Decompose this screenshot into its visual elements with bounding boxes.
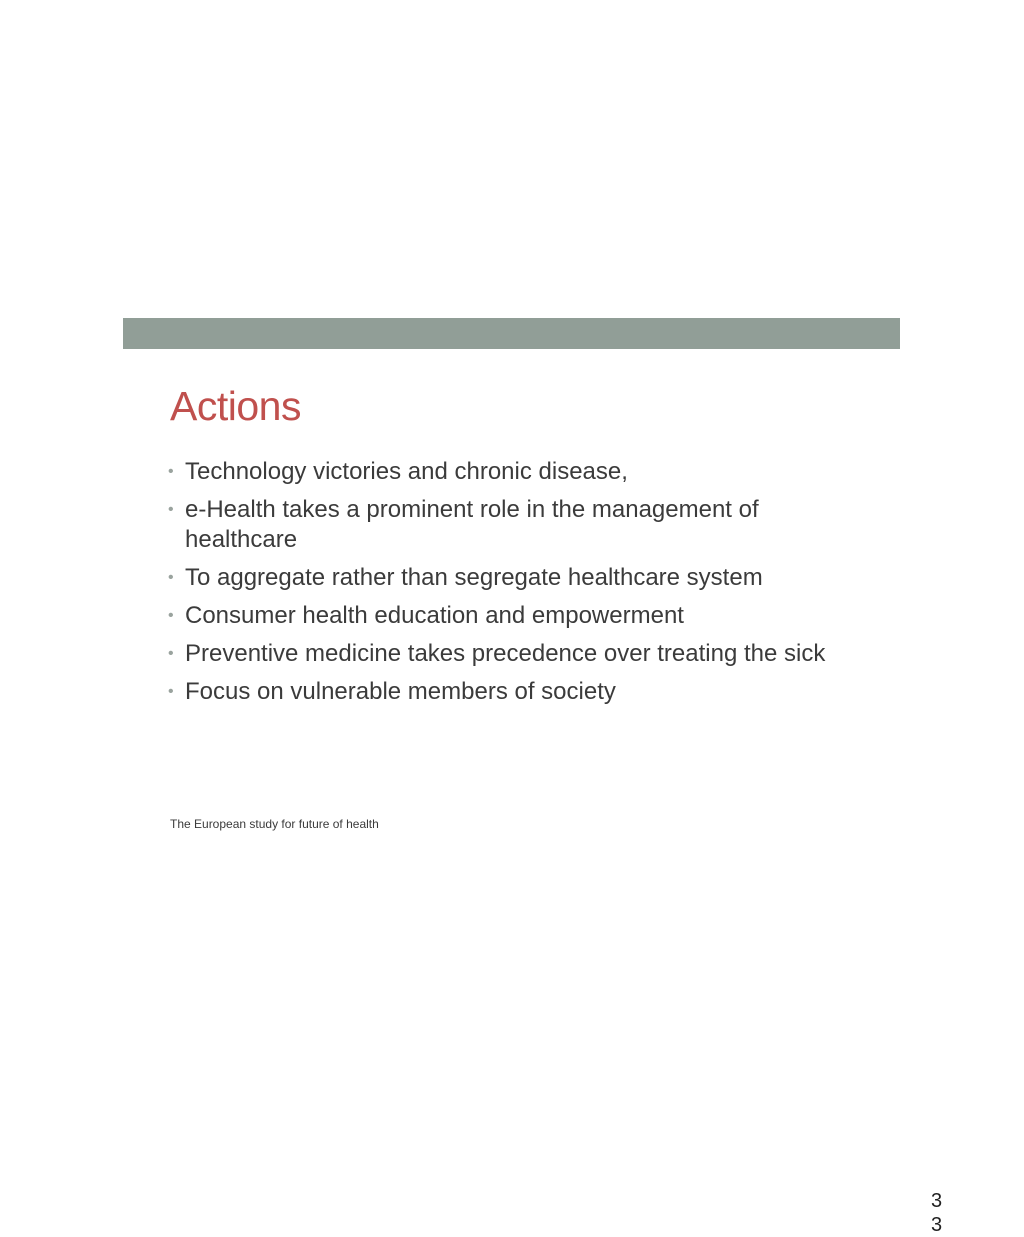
bullet-dot-icon: • bbox=[168, 463, 174, 480]
bullet-dot-icon: • bbox=[168, 645, 174, 662]
bullet-text: Consumer health education and empowerment bbox=[185, 602, 684, 629]
bullet-item bbox=[168, 457, 838, 487]
bullet-text: Preventive medicine takes precedence over treating the sick bbox=[185, 640, 826, 667]
bullet-list bbox=[168, 457, 838, 715]
bullet-text: Technology victories and chronic disease, bbox=[185, 458, 628, 485]
slide-title: Actions bbox=[170, 383, 301, 429]
bullet-item bbox=[168, 639, 838, 669]
page-number: 33 bbox=[931, 1190, 943, 1236]
header-accent-bar bbox=[123, 318, 900, 349]
bullet-dot-icon: • bbox=[168, 607, 174, 624]
bullet-dot-icon: • bbox=[168, 683, 174, 700]
bullet-item bbox=[168, 495, 838, 555]
source-note: The European study for future of health bbox=[170, 817, 379, 831]
bullet-item bbox=[168, 677, 838, 707]
bullet-text: e-Health takes a prominent role in the management of healthcare bbox=[185, 496, 759, 553]
bullet-item bbox=[168, 601, 838, 631]
bullet-dot-icon: • bbox=[168, 569, 174, 586]
bullet-text: To aggregate rather than segregate healthcare system bbox=[185, 564, 763, 591]
bullet-dot-icon: • bbox=[168, 501, 174, 518]
bullet-text: Focus on vulnerable members of society bbox=[185, 678, 616, 705]
bullet-item bbox=[168, 563, 838, 593]
